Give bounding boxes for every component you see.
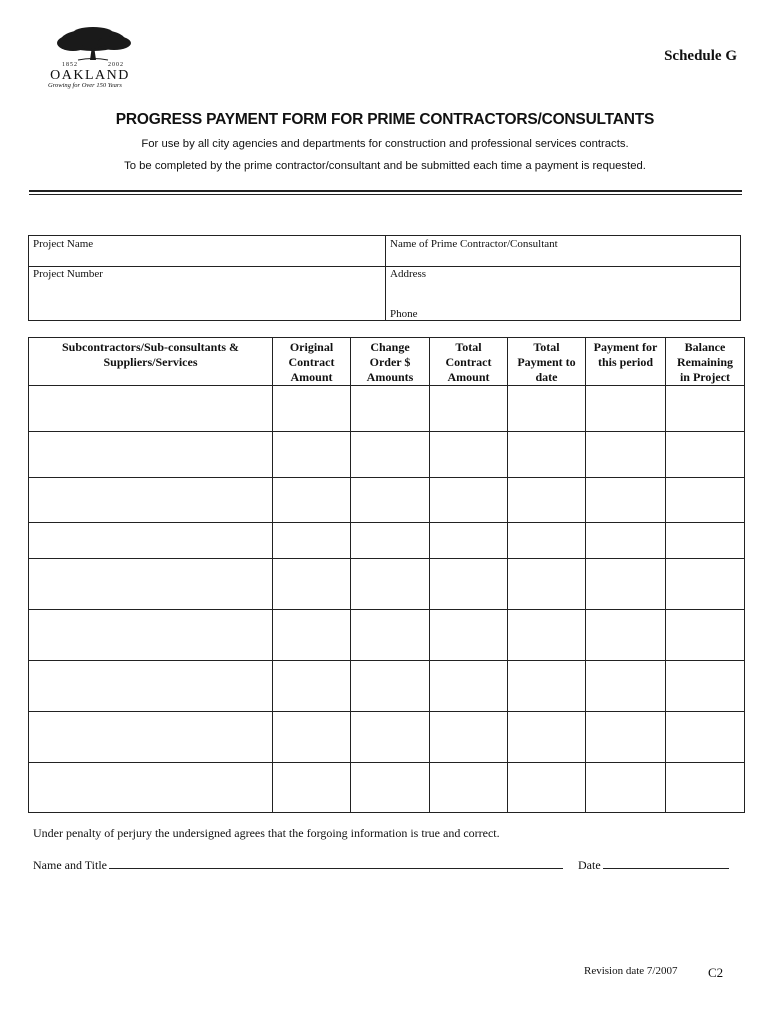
table-row [29, 610, 745, 661]
table-cell[interactable] [430, 432, 508, 478]
table-cell[interactable] [430, 661, 508, 712]
table-cell[interactable] [29, 432, 273, 478]
payment-table [28, 337, 745, 813]
table-cell[interactable] [586, 610, 666, 661]
table-cell[interactable] [273, 712, 351, 763]
table-cell[interactable] [666, 559, 745, 610]
table-cell[interactable] [430, 712, 508, 763]
table-cell[interactable] [586, 432, 666, 478]
table-cell[interactable] [666, 661, 745, 712]
logo-tagline: Growing for Over 150 Years [48, 82, 122, 89]
table-cell[interactable] [430, 559, 508, 610]
table-row [29, 386, 745, 432]
col-balance-remaining-label: Balance Remaining in Project [676, 340, 733, 384]
logo-year-end: 2002 [108, 62, 124, 68]
table-cell[interactable] [430, 478, 508, 523]
table-cell[interactable] [508, 763, 586, 813]
subtitle-instructions: To be completed by the prime contractor/consultant and be submitted each time a payment is requested. [124, 160, 646, 172]
logo-year-start: 1852 [62, 62, 78, 68]
table-cell[interactable] [273, 478, 351, 523]
col-total-contract [430, 338, 508, 386]
table-row [29, 478, 745, 523]
project-name-field[interactable]: Project Name [33, 238, 94, 250]
table-cell[interactable] [351, 763, 430, 813]
table-cell[interactable] [508, 610, 586, 661]
oak-tree-icon [48, 26, 138, 66]
table-cell[interactable] [666, 432, 745, 478]
col-subcontractors-label: Subcontractors/Sub-consultants & Suppliers/Services [61, 340, 240, 369]
table-cell[interactable] [29, 478, 273, 523]
table-cell[interactable] [666, 478, 745, 523]
table-cell[interactable] [666, 712, 745, 763]
date-input-line[interactable] [603, 856, 729, 869]
date-row [578, 856, 729, 873]
project-info-divider [385, 236, 386, 320]
col-total-contract-label: Total Contract Amount [445, 340, 492, 384]
col-payment-period [586, 338, 666, 386]
col-subcontractors [29, 338, 273, 386]
table-cell[interactable] [508, 386, 586, 432]
table-cell[interactable] [508, 559, 586, 610]
project-info-row-divider [29, 266, 740, 267]
logo-wordmark: OAKLAND [50, 68, 130, 83]
table-cell[interactable] [666, 386, 745, 432]
date-label: Date [578, 858, 601, 872]
table-row [29, 432, 745, 478]
table-cell[interactable] [273, 523, 351, 559]
table-cell[interactable] [273, 763, 351, 813]
table-cell[interactable] [586, 523, 666, 559]
col-total-payment [508, 338, 586, 386]
col-original-contract [273, 338, 351, 386]
perjury-statement: Under penalty of perjury the undersigned agrees that the forgoing information is true and correct. [33, 826, 500, 840]
project-info-box [28, 235, 741, 321]
table-cell[interactable] [351, 559, 430, 610]
table-cell[interactable] [351, 386, 430, 432]
table-cell[interactable] [586, 763, 666, 813]
table-cell[interactable] [351, 712, 430, 763]
table-cell[interactable] [29, 661, 273, 712]
table-row [29, 559, 745, 610]
name-title-input-line[interactable] [109, 856, 563, 869]
table-cell[interactable] [430, 386, 508, 432]
revision-date: Revision date 7/2007 [584, 965, 678, 977]
table-cell[interactable] [586, 661, 666, 712]
table-cell[interactable] [586, 712, 666, 763]
table-cell[interactable] [29, 559, 273, 610]
schedule-label: Schedule G [664, 48, 737, 64]
col-payment-period-label: Payment for this period [593, 340, 658, 369]
address-field[interactable]: Address [390, 268, 427, 280]
table-cell[interactable] [586, 386, 666, 432]
table-cell[interactable] [508, 432, 586, 478]
divider-thick [29, 190, 742, 192]
divider-thin [29, 194, 742, 195]
col-balance-remaining [666, 338, 745, 386]
table-cell[interactable] [351, 610, 430, 661]
table-cell[interactable] [508, 661, 586, 712]
table-cell[interactable] [351, 523, 430, 559]
col-total-payment-label: Total Payment to date [517, 340, 576, 384]
table-cell[interactable] [508, 523, 586, 559]
name-title-label: Name and Title [33, 858, 107, 872]
name-title-row [33, 856, 563, 873]
table-cell[interactable] [666, 523, 745, 559]
table-cell[interactable] [29, 386, 273, 432]
table-row [29, 712, 745, 763]
table-cell[interactable] [430, 523, 508, 559]
table-cell[interactable] [29, 523, 273, 559]
table-header-row [29, 338, 745, 386]
table-cell[interactable] [351, 478, 430, 523]
table-row [29, 763, 745, 813]
table-cell[interactable] [508, 478, 586, 523]
table-cell[interactable] [430, 610, 508, 661]
project-number-field[interactable]: Project Number [33, 268, 103, 280]
table-cell[interactable] [273, 610, 351, 661]
table-cell[interactable] [508, 712, 586, 763]
table-cell[interactable] [666, 610, 745, 661]
table-cell[interactable] [273, 559, 351, 610]
col-change-order [351, 338, 430, 386]
phone-field[interactable]: Phone [390, 308, 418, 320]
prime-contractor-field[interactable]: Name of Prime Contractor/Consultant [390, 238, 558, 250]
table-row [29, 523, 745, 559]
table-cell[interactable] [351, 661, 430, 712]
subtitle-usage: For use by all city agencies and departments for construction and professional services contracts. [141, 138, 629, 150]
table-cell[interactable] [351, 432, 430, 478]
table-cell[interactable] [273, 661, 351, 712]
table-cell[interactable] [29, 763, 273, 813]
table-cell[interactable] [273, 386, 351, 432]
table-cell[interactable] [586, 478, 666, 523]
table-row [29, 661, 745, 712]
table-cell[interactable] [29, 610, 273, 661]
table-cell[interactable] [586, 559, 666, 610]
table-cell[interactable] [666, 763, 745, 813]
col-original-contract-label: Original Contract Amount [288, 340, 335, 384]
table-cell[interactable] [430, 763, 508, 813]
page-title: PROGRESS PAYMENT FORM FOR PRIME CONTRACTORS/CONSULTANTS [115, 111, 655, 128]
col-change-order-label: Change Order $ Amounts [366, 340, 414, 384]
table-cell[interactable] [273, 432, 351, 478]
table-cell[interactable] [29, 712, 273, 763]
form-code: C2 [708, 965, 724, 980]
